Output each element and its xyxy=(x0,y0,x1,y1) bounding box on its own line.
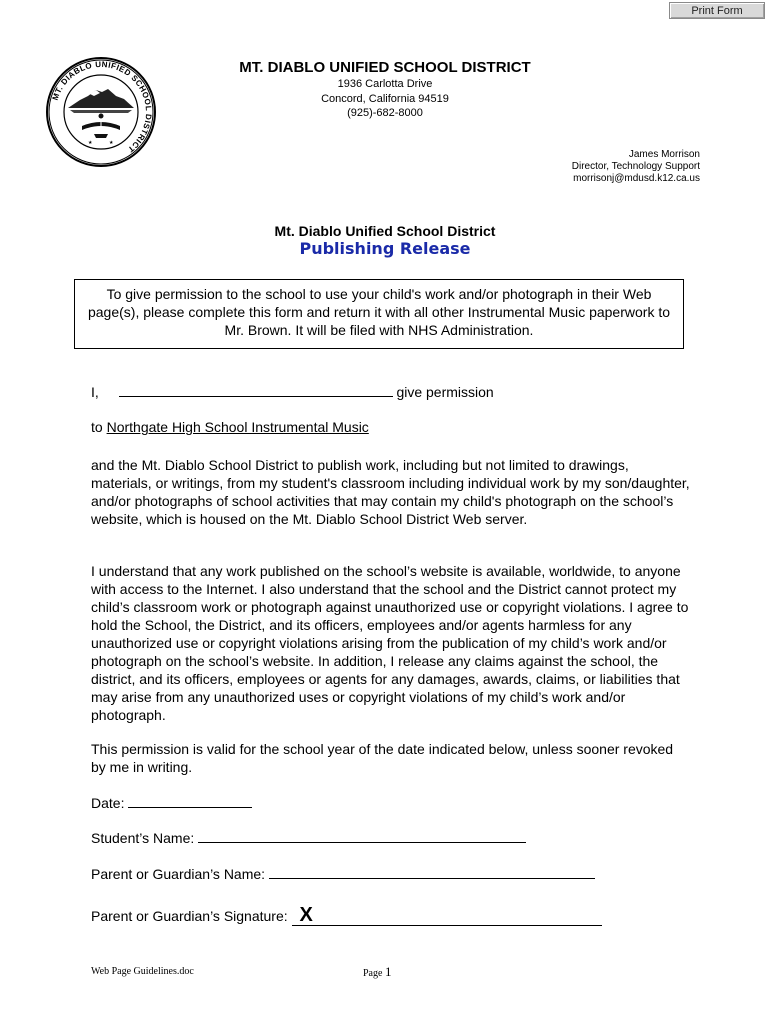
form-title: Publishing Release xyxy=(299,239,471,258)
permission-row xyxy=(91,382,691,401)
signature-field[interactable] xyxy=(292,906,602,926)
signature-row xyxy=(91,906,691,926)
address-line-2: Concord, California 94519 xyxy=(321,93,449,105)
address-line-1: 1936 Carlotta Drive xyxy=(337,78,433,90)
date-field[interactable] xyxy=(128,793,252,808)
contact-title: Director, Technology Support xyxy=(571,161,700,172)
i-label: I, xyxy=(91,384,99,400)
date-row xyxy=(91,793,691,812)
district-seal-logo xyxy=(44,56,158,168)
contact-email: morrisonj@mdusd.k12.ca.us xyxy=(573,173,700,184)
footer-filename: Web Page Guidelines.doc xyxy=(91,966,194,977)
svg-text:★: ★ xyxy=(109,140,114,146)
svg-text:★: ★ xyxy=(88,140,93,146)
recipient-row xyxy=(91,418,691,436)
print-form-button[interactable]: Print Form xyxy=(669,2,765,19)
instructions-box xyxy=(74,279,684,349)
district-name: MT. DIABLO UNIFIED SCHOOL DISTRICT xyxy=(239,59,531,76)
seal-text: MT. DIABLO UNIFIED SCHOOL DISTRICT xyxy=(50,59,154,155)
give-permission-label: give permission xyxy=(396,384,494,400)
student-name-row xyxy=(91,828,691,847)
phone-number: (925)-682-8000 xyxy=(347,107,423,119)
footer-page xyxy=(363,964,391,980)
paragraph-publish-scope: and the Mt. Diablo School District to publish work, including but not limited to drawings, materials, or writings, from my student's classroom including individual work by my son/daughter, and/or photographs of school activities that may contain my child's photograph on the school’s website, which is housed on the Mt. Diablo School District Web server. xyxy=(91,457,690,527)
footer-page-label: Page xyxy=(363,968,383,979)
parent-name-row xyxy=(91,864,691,883)
paragraph-liability: I understand that any work published on the school’s website is available, worldwide, to anyone with access to the Internet. I also understand that the school and the District cannot protect my child’s classroom work or photograph against unauthorized use or copyright violations. I agree to hold the School, the District, and its officers, employees and/or agents harmless for any unauthorized use or copyright violations arising from the publication of my child’s work and/or photograph on the school’s website. In addition, I release any claims against the school, the district, and its officers, employees or agents for any damages, awards, claims, or liabilities that may arise from any unauthorized uses or copyright violations of my child’s work and/or photograph. xyxy=(91,563,689,723)
student-name-field[interactable] xyxy=(198,828,526,843)
date-label: Date: xyxy=(91,795,125,811)
paragraph-validity: This permission is valid for the school year of the date indicated below, unless sooner revoked by me in writing. xyxy=(91,741,674,775)
parent-name-field[interactable] xyxy=(269,864,595,879)
signature-x-mark: X xyxy=(299,904,313,926)
contact-name: James Morrison xyxy=(628,149,700,160)
form-heading-district: Mt. Diablo Unified School District xyxy=(274,223,496,239)
parent-name-label: Parent or Guardian’s Name: xyxy=(91,866,266,882)
recipient-name: Northgate High School Instrumental Music xyxy=(106,419,369,435)
instructions-text: To give permission to the school to use your child's work and/or photograph in their Web page(s), please complete this form and return it with all other Instrumental Music paperwork to Mr. Brown. It will be filed with NHS Administration. xyxy=(87,286,671,338)
footer-page-number: 1 xyxy=(384,964,392,979)
signature-label: Parent or Guardian’s Signature: xyxy=(91,908,288,924)
name-field[interactable] xyxy=(119,382,393,397)
student-name-label: Student’s Name: xyxy=(91,830,195,846)
to-label: to xyxy=(91,419,103,435)
